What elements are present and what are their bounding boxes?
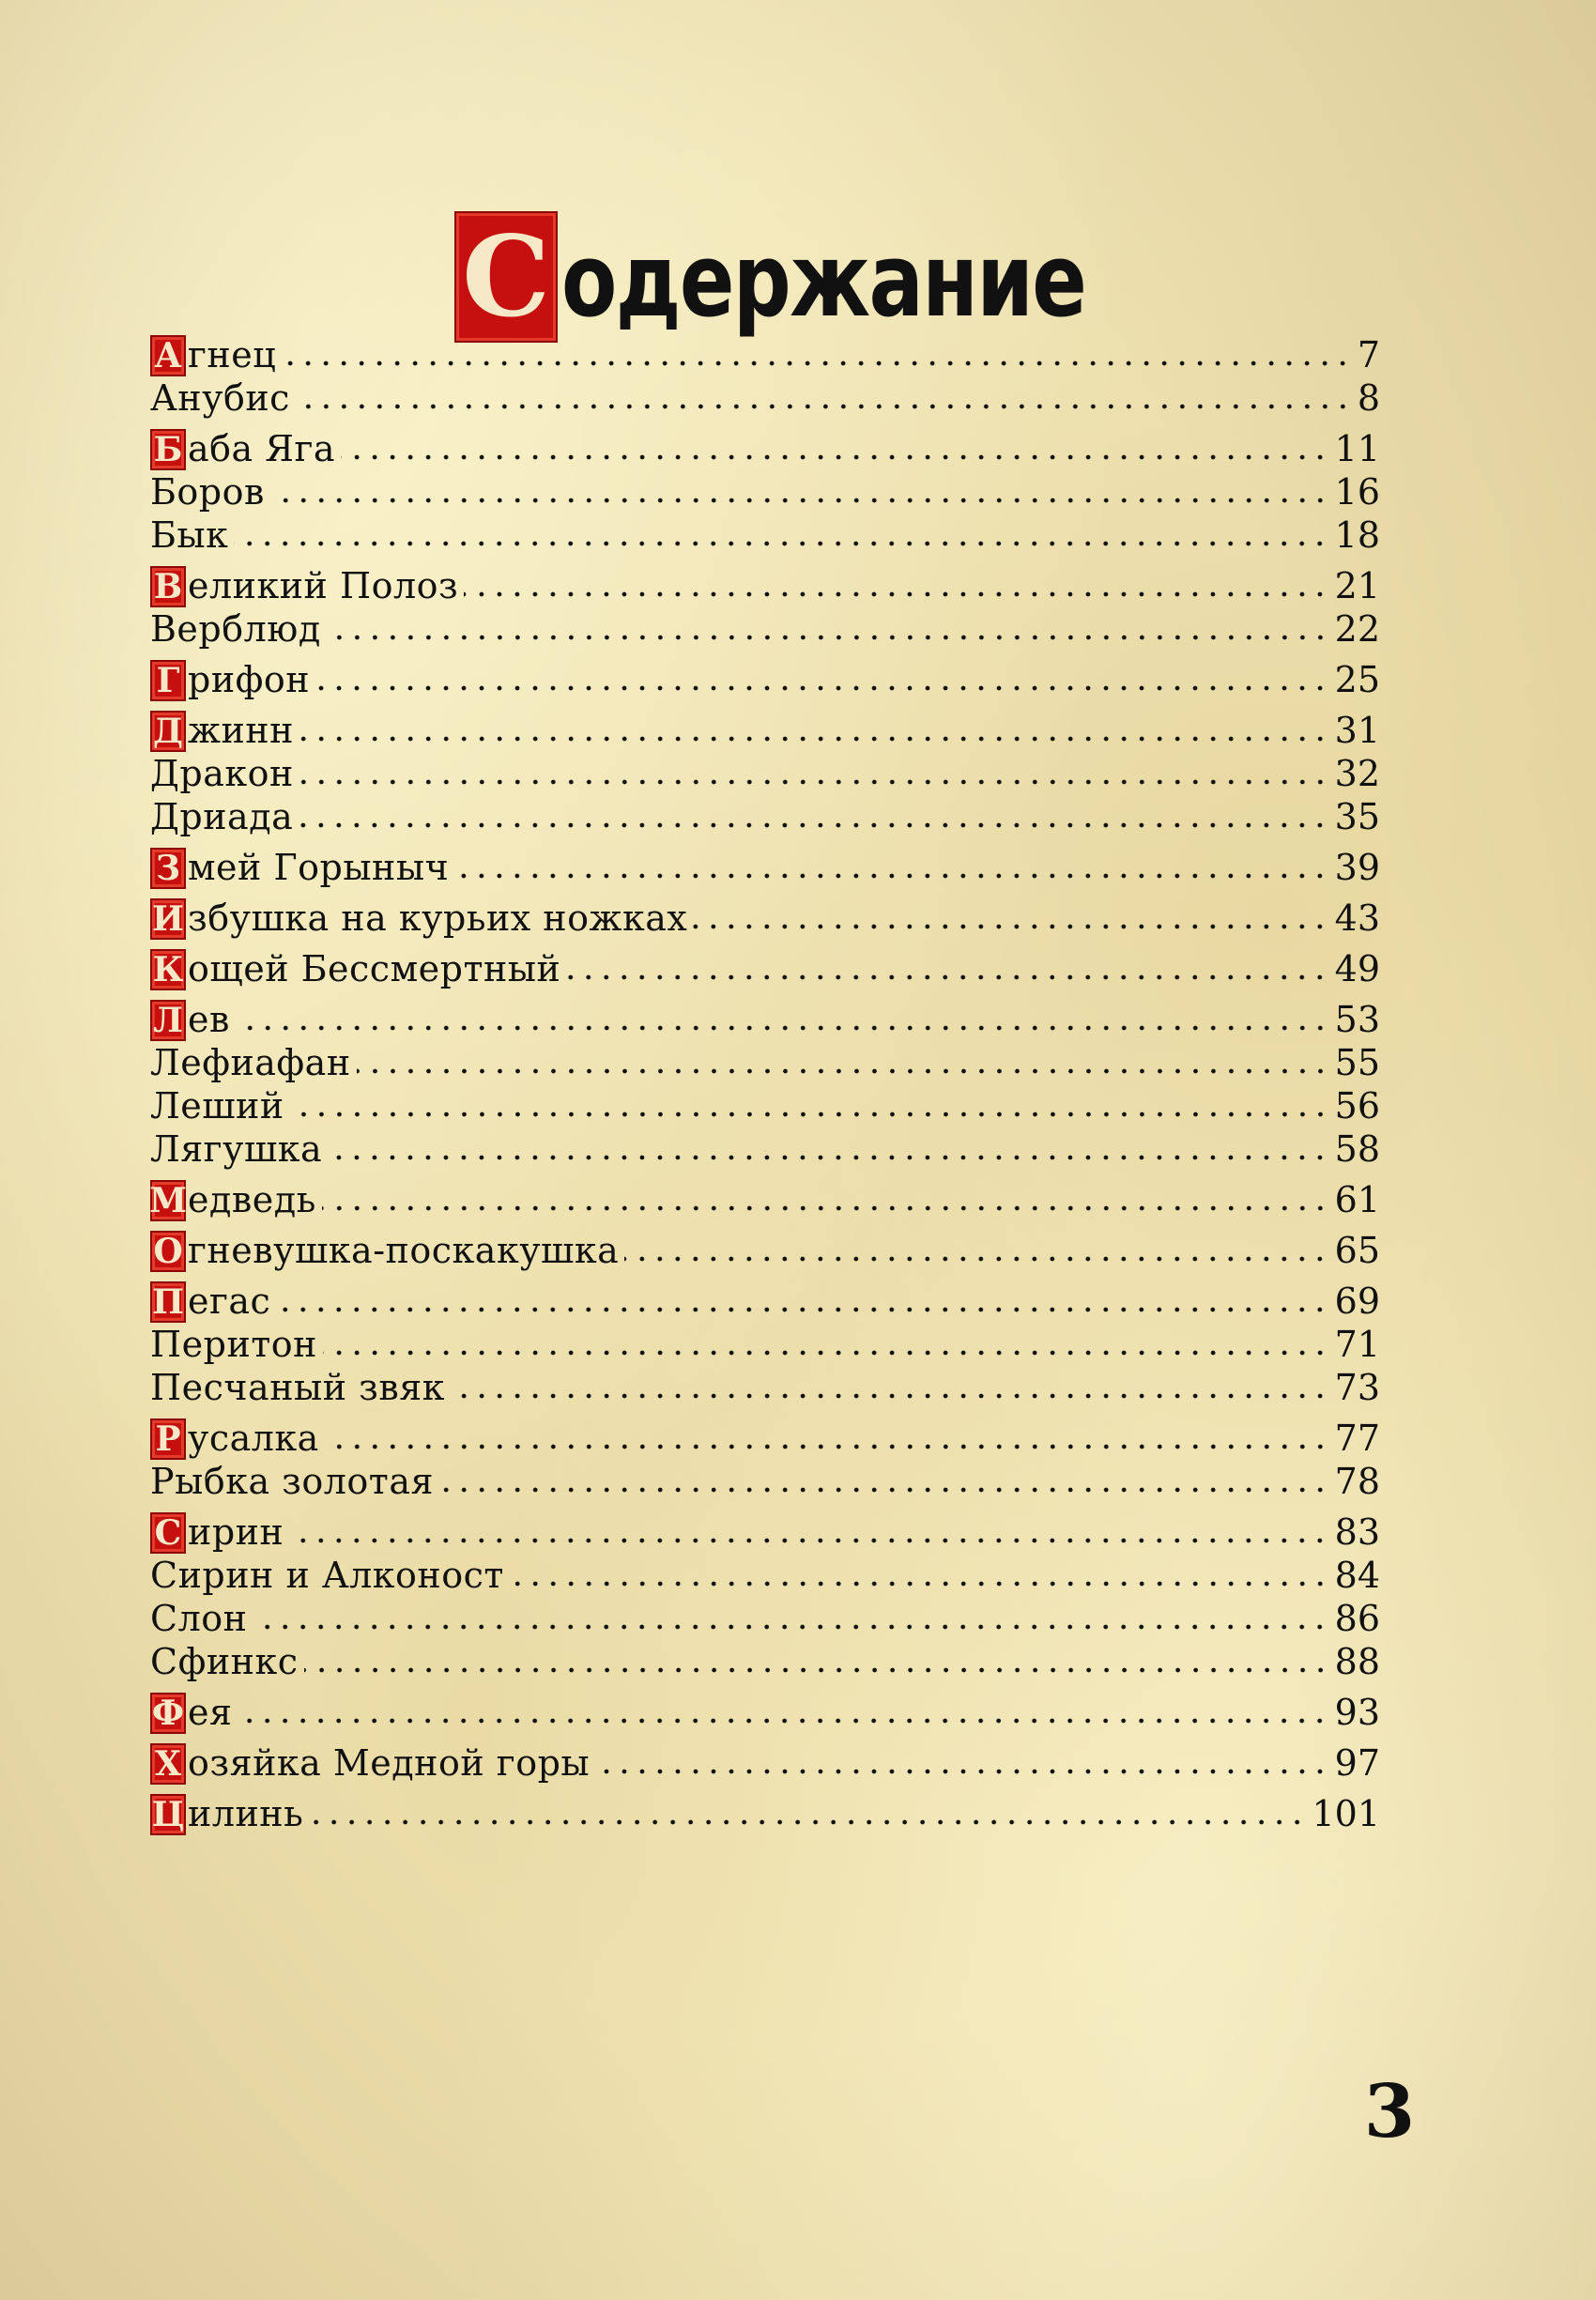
dot-leader	[299, 736, 1329, 742]
entry-dropcap: Ц	[151, 1795, 185, 1834]
toc-entry[interactable]	[150, 1741, 1380, 1785]
entry-title: Боров	[150, 471, 265, 513]
entry-title: Дриада	[150, 796, 294, 837]
entry-page-number: 101	[1312, 1793, 1380, 1834]
entry-dropcap: Д	[150, 711, 186, 752]
entry-dropcap: П	[152, 1282, 184, 1322]
entry-dropcap: С	[150, 1512, 186, 1554]
entry-page-number: 49	[1334, 948, 1380, 989]
title-dropcap: С	[454, 211, 558, 343]
entry-page-number: 65	[1334, 1230, 1380, 1271]
dot-leader	[270, 498, 1329, 503]
toc-entry[interactable]	[150, 658, 1380, 701]
entry-page-number: 83	[1334, 1511, 1380, 1553]
toc-entry[interactable]	[150, 752, 1380, 795]
entry-page-number: 77	[1334, 1418, 1380, 1459]
dot-leader	[454, 873, 1328, 879]
toc-entry[interactable]	[150, 607, 1380, 651]
entry-title: Лефиафан	[150, 1042, 351, 1083]
toc-entry[interactable]	[150, 846, 1380, 889]
dot-leader	[234, 541, 1328, 546]
entry-page-number: 61	[1334, 1179, 1380, 1220]
entry-page-number: 58	[1334, 1128, 1380, 1170]
dot-leader	[464, 591, 1328, 597]
entry-page-number: 8	[1357, 377, 1380, 419]
dot-leader	[289, 1538, 1328, 1543]
entry-page-number: 18	[1334, 514, 1380, 556]
entry-page-number: 56	[1334, 1085, 1380, 1127]
entry-page-number: 97	[1334, 1742, 1380, 1784]
dot-leader	[693, 924, 1328, 929]
entry-page-number: 86	[1334, 1598, 1380, 1639]
entry-title: збушка на курьих ножках	[188, 897, 688, 939]
entry-title: Сфинкс	[150, 1641, 299, 1682]
entry-dropcap: Х	[150, 1743, 186, 1785]
dot-leader	[323, 1350, 1329, 1356]
entry-dropcap: Ф	[151, 1694, 185, 1733]
toc-entry[interactable]	[150, 709, 1380, 752]
entry-dropcap: Р	[150, 1418, 186, 1460]
entry-dropcap: К	[150, 949, 186, 990]
dot-leader	[439, 1487, 1329, 1493]
entry-title: Бык	[150, 514, 229, 556]
entry-page-number: 7	[1357, 334, 1380, 376]
entry-title: Слон	[150, 1598, 248, 1639]
entry-dropcap: Г	[150, 660, 186, 701]
entry-title: ея	[188, 1692, 233, 1733]
page-number: 3	[1363, 2069, 1416, 2154]
entry-page-number: 35	[1334, 796, 1380, 837]
entry-title: илинь	[188, 1793, 304, 1834]
entry-title: ев	[188, 999, 230, 1040]
dot-leader	[282, 360, 1352, 366]
entry-title: Леший	[150, 1085, 284, 1127]
toc-entry[interactable]	[150, 1691, 1380, 1734]
dot-leader	[341, 454, 1329, 460]
toc-entry[interactable]	[150, 376, 1380, 420]
entry-page-number: 88	[1334, 1641, 1380, 1682]
toc-entry[interactable]	[150, 1041, 1380, 1084]
toc-entry[interactable]	[150, 1460, 1380, 1503]
toc-entry[interactable]	[150, 947, 1380, 990]
dot-leader	[315, 685, 1329, 691]
toc-entry[interactable]	[150, 897, 1380, 940]
entry-dropcap: М	[149, 1181, 187, 1220]
toc-entry[interactable]	[150, 1366, 1380, 1409]
toc-entry[interactable]	[150, 333, 1380, 376]
dot-leader	[253, 1624, 1328, 1630]
dot-leader	[299, 779, 1329, 785]
dot-leader	[624, 1256, 1328, 1262]
entry-page-number: 43	[1334, 897, 1380, 939]
entry-dropcap: О	[150, 1231, 186, 1272]
entry-title: мей Горыныч	[188, 847, 450, 888]
entry-title: гнец	[188, 334, 277, 376]
toc-entry[interactable]	[150, 1554, 1380, 1597]
dot-leader	[304, 1667, 1329, 1673]
dot-leader	[290, 1112, 1329, 1117]
dot-leader	[327, 635, 1329, 640]
dot-leader	[299, 822, 1328, 828]
dot-leader	[236, 1025, 1329, 1031]
entry-page-number: 31	[1334, 710, 1380, 751]
toc-entry[interactable]	[150, 427, 1380, 470]
entry-title: Верблюд	[150, 608, 321, 650]
toc-entry[interactable]	[150, 1229, 1380, 1272]
toc-entry[interactable]	[150, 1597, 1380, 1640]
dot-leader	[296, 404, 1352, 409]
dot-leader	[510, 1581, 1329, 1587]
dot-leader	[276, 1307, 1328, 1312]
entry-title: ирин	[188, 1511, 284, 1553]
entry-title: Анубис	[150, 377, 290, 419]
dot-leader	[566, 974, 1328, 980]
toc-entry[interactable]	[150, 1323, 1380, 1366]
dot-leader	[238, 1718, 1328, 1724]
entry-page-number: 93	[1334, 1692, 1380, 1733]
entry-page-number: 55	[1334, 1042, 1380, 1083]
entry-title: егас	[188, 1280, 271, 1322]
entry-page-number: 69	[1334, 1280, 1380, 1322]
toc-entry[interactable]	[150, 795, 1380, 838]
toc-entry[interactable]	[150, 1084, 1380, 1127]
dot-leader	[309, 1819, 1306, 1825]
entry-dropcap: А	[150, 335, 186, 376]
table-of-contents	[150, 333, 1380, 1835]
dot-leader	[325, 1444, 1329, 1449]
toc-entry[interactable]	[150, 470, 1380, 514]
toc-entry[interactable]	[150, 514, 1380, 557]
title-text: одержание	[561, 222, 1086, 340]
entry-page-number: 73	[1334, 1367, 1380, 1408]
entry-dropcap: Л	[150, 1000, 186, 1041]
entry-title: жинн	[188, 710, 294, 751]
toc-entry[interactable]	[150, 1792, 1380, 1835]
entry-page-number: 32	[1334, 753, 1380, 794]
dot-leader	[328, 1155, 1328, 1160]
dot-leader	[357, 1068, 1329, 1074]
entry-page-number: 25	[1334, 659, 1380, 700]
entry-page-number: 22	[1334, 608, 1380, 650]
entry-title: ощей Бессмертный	[188, 948, 561, 989]
entry-title: еликий Полоз	[188, 565, 459, 606]
entry-page-number: 84	[1334, 1555, 1380, 1596]
entry-title: рифон	[188, 659, 311, 700]
entry-title: Дракон	[150, 753, 294, 794]
toc-entry[interactable]	[150, 1417, 1380, 1460]
entry-page-number: 78	[1334, 1461, 1380, 1502]
toc-entry[interactable]	[150, 1127, 1380, 1171]
entry-title: гневушка-поскакушка	[188, 1230, 620, 1271]
entry-dropcap: З	[150, 848, 186, 889]
entry-title: Сирин и Алконост	[150, 1555, 504, 1596]
toc-entry[interactable]	[150, 1178, 1380, 1221]
entry-page-number: 39	[1334, 847, 1380, 888]
entry-title: едведь	[188, 1179, 316, 1220]
entry-page-number: 16	[1334, 471, 1380, 513]
dot-leader	[595, 1769, 1328, 1774]
toc-entry[interactable]	[150, 1640, 1380, 1683]
dot-leader	[451, 1393, 1329, 1399]
entry-page-number: 53	[1334, 999, 1380, 1040]
entry-title: озяйка Медной горы	[188, 1742, 591, 1784]
entry-page-number: 11	[1334, 428, 1380, 469]
page-title	[0, 164, 1596, 343]
entry-page-number: 21	[1334, 565, 1380, 606]
entry-title: аба Яга	[188, 428, 336, 469]
entry-dropcap: Б	[150, 429, 186, 470]
entry-title: Песчаный звяк	[150, 1367, 446, 1408]
toc-entry[interactable]	[150, 564, 1380, 607]
entry-dropcap: И	[151, 899, 184, 939]
entry-dropcap: В	[150, 566, 186, 607]
toc-entry[interactable]	[150, 998, 1380, 1041]
entry-title: Рыбка золотая	[150, 1461, 434, 1502]
entry-title: усалка	[188, 1418, 319, 1459]
entry-title: Лягушка	[150, 1128, 323, 1170]
dot-leader	[322, 1205, 1329, 1211]
toc-entry[interactable]	[150, 1510, 1380, 1554]
entry-page-number: 71	[1334, 1324, 1380, 1365]
toc-entry[interactable]	[150, 1280, 1380, 1323]
entry-title: Перитон	[150, 1324, 318, 1365]
